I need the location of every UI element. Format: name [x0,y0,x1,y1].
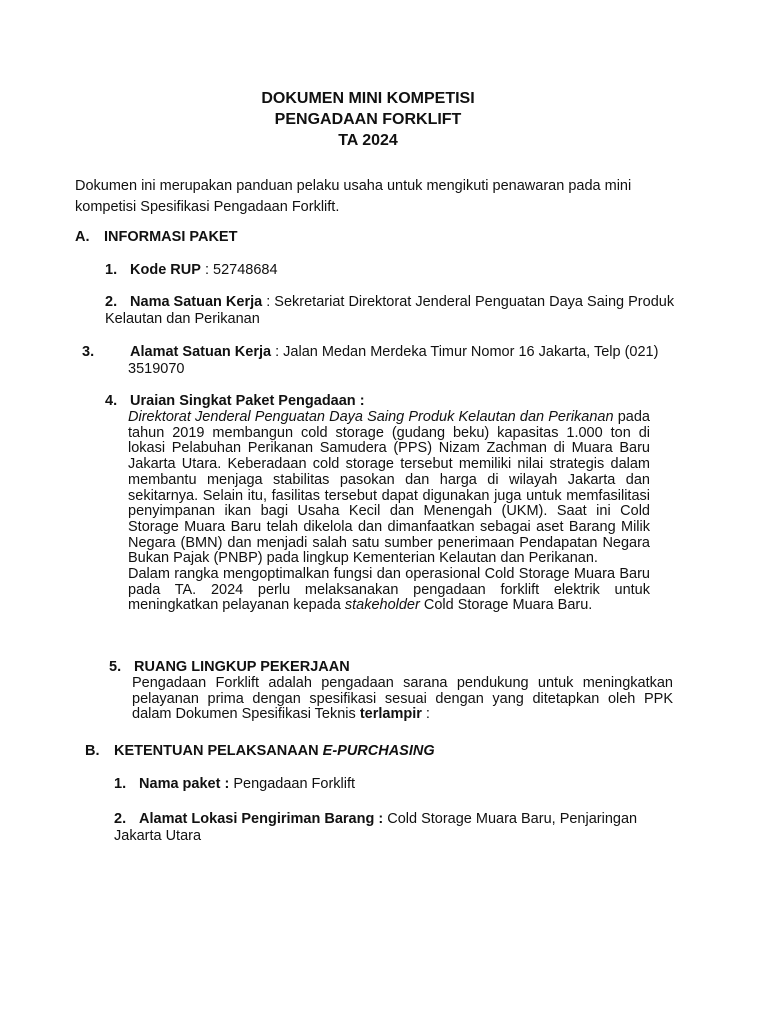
item-label: RUANG LINGKUP PEKERJAAN [134,659,350,675]
item-value: Sekretariat Direktorat Jenderal Penguatan Daya Saing Produk Kelautan dan Perikanan [105,294,675,327]
item-separator: : [204,262,209,278]
ruang-lingkup-bold: terlampir [359,706,422,723]
item-value: Pengadaan Forklift [233,776,356,792]
item-label: Alamat Lokasi Pengiriman Barang : [139,811,384,827]
uraian-text-2: Dalam rangka mengoptimalkan fungsi dan operasional Cold Storage Muara Baru pada TA. 2024 perlu melaksanakan pengadaan forklift elektrik untuk meningkatkan pelayanan kepada [128,566,650,614]
ruang-lingkup-end: : [425,706,430,723]
item-value: 52748684 [213,262,278,278]
item-separator: : [275,344,280,360]
item-number: 1. [114,776,127,792]
uraian-paragraph-2 [128,567,650,614]
uraian-italic-lead: Direktorat Jenderal Penguatan Daya Saing Produk Kelautan dan Perikanan [128,409,614,425]
intro-paragraph: Dokumen ini merupakan panduan pelaku usaha untuk mengikuti penawaran pada mini kompetisi Spesifikasi Pengadaan Forklift. [75,178,632,215]
item-number: 3. [82,344,95,360]
uraian-text-3: Cold Storage Muara Baru. [423,597,593,614]
item-label: Nama paket : [139,776,230,792]
item-nama-satuan-kerja [105,294,680,328]
item-separator: : [266,294,271,310]
item-label: Kode RUP [130,262,201,278]
item-nama-paket [114,776,684,793]
item-label: Nama Satuan Kerja [130,294,263,310]
section-b-title: KETENTUAN PELAKSANAAN [114,743,319,759]
item-label: Uraian Singkat Paket Pengadaan : [130,393,365,409]
uraian-body [128,410,650,614]
title-line-2: PENGADAAN FORKLIFT [274,111,462,128]
item-value: Cold Storage Muara Baru, Penjaringan Jakarta Utara [114,811,638,844]
uraian-paragraph-1 [128,410,650,567]
item-label: Alamat Satuan Kerja [130,344,272,360]
item-alamat-satuan-kerja [82,344,698,378]
title-line-3: TA 2024 [338,132,398,149]
section-b-title-italic: E-PURCHASING [322,743,435,759]
uraian-italic-stakeholder: stakeholder [344,597,420,614]
ruang-lingkup-body [132,676,673,723]
document-title [0,88,736,151]
item-number: 2. [105,294,118,310]
ruang-lingkup-paragraph [132,676,673,723]
section-a-marker: A. [75,229,90,245]
item-ruang-lingkup [109,659,673,723]
section-a-title: INFORMASI PAKET [104,229,238,245]
item-alamat-pengiriman [114,811,679,845]
item-kode-rup [105,262,675,279]
section-a-heading [75,229,237,246]
item-uraian-singkat [105,393,650,614]
section-b-heading [85,743,435,760]
item-number: 2. [114,811,127,827]
item-number: 4. [105,393,118,409]
ruang-lingkup-text: Pengadaan Forklift adalah pengadaan sarana pendukung untuk meningkatkan pelayanan prima dengan spesifikasi sesuai dengan yang ditetapkan oleh PPK dalam Dokumen Spesifikasi Teknis [132,675,673,723]
title-line-1: DOKUMEN MINI KOMPETISI [261,90,475,107]
item-number: 1. [105,262,118,278]
item-number: 5. [109,659,122,675]
item-value: Jalan Medan Merdeka Timur Nomor 16 Jakarta, Telp (021) 3519070 [128,344,659,377]
section-b-marker: B. [85,743,100,759]
uraian-text-1: pada tahun 2019 membangun cold storage (gudang beku) kapasitas 1.000 ton di lokasi Pelabuhan Perikanan Samudera (PPS) Nizam Zachman di Muara Baru Jakarta Utara. Keberadaan cold storage tersebut memiliki nilai strategis dalam membantu menjaga stabilitas pasokan dan harga di wilayah Jakarta dan sekitarnya. Selain itu, fasilitas tersebut dapat digunakan juga untuk memfasilitasi penyimpanan ikan bagi Usaha Kecil dan Menengah (UKM). Saat ini Cold Storage Muara Baru telah dikelola dan dimanfaatkan sebagai aset Barang Milik Negara (BMN) dan menjadi salah satu sumber penerimaan Pendapatan Negara Bukan Pajak (PNBP) pada lingkup Kementerian Kelautan dan Perikanan. [128,409,650,567]
